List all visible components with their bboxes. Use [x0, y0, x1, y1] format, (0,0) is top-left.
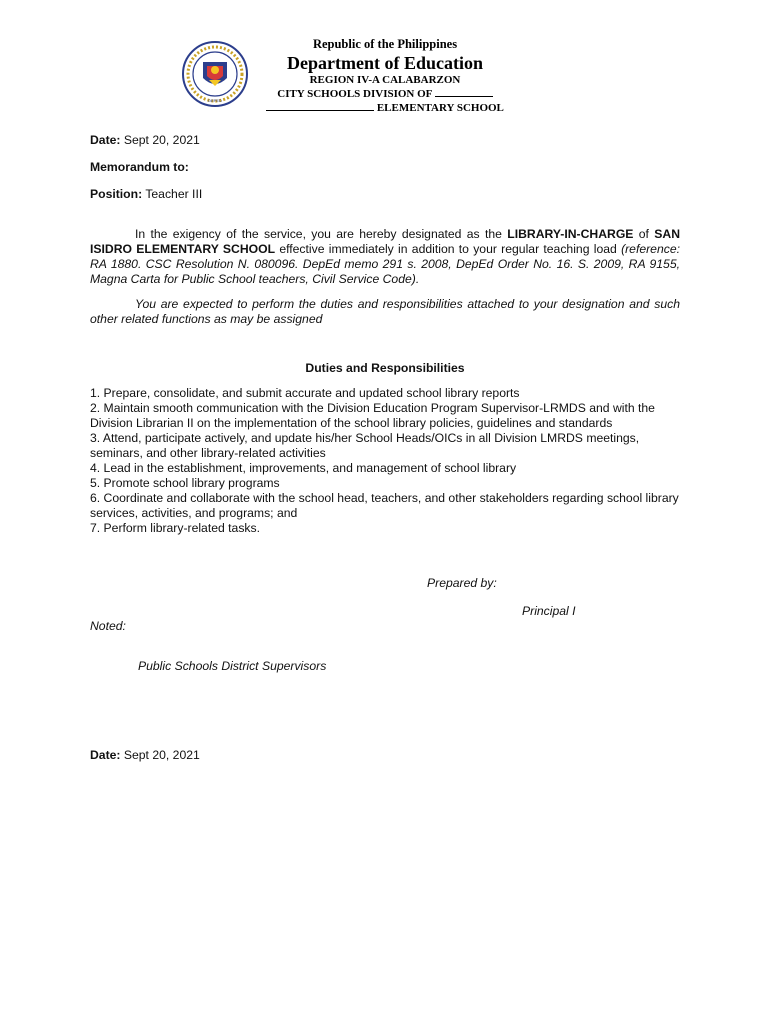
duty-item: 1. Prepare, consolidate, and submit accurate and updated school library reports	[90, 386, 520, 400]
school-blank	[266, 100, 374, 111]
position-row	[90, 187, 202, 202]
position-value: Teacher III	[145, 187, 203, 201]
date2-label: Date:	[90, 748, 121, 762]
republic-line: Republic of the Philippines	[312, 37, 458, 51]
duty-item: 4. Lead in the establishment, improvements, and management of school library	[90, 461, 517, 475]
designation-paragraph	[90, 227, 680, 287]
school-line	[240, 100, 530, 114]
duties-list	[90, 386, 680, 536]
supervisors-title: Public Schools District Supervisors	[138, 659, 327, 673]
duties-title	[90, 361, 680, 376]
para1-text-c: of	[633, 227, 655, 241]
division-line	[240, 86, 530, 100]
deped-seal-icon	[181, 40, 249, 108]
para1-text-a: In the exigency of the service, you are hereby designated as the	[135, 227, 508, 241]
letterhead	[0, 36, 768, 114]
letterhead-text	[240, 36, 530, 114]
date-value: Sept 20, 2021	[123, 133, 200, 147]
principal-title: Principal I	[522, 604, 576, 618]
duty-item: 6. Coordinate and collaborate with the school head, teachers, and other stakeholders regarding school library services, activities, and programs; and	[90, 491, 679, 520]
para1-text-e: effective immediately in addition to your regular teaching load	[275, 242, 622, 256]
prepared-by-label: Prepared by:	[427, 576, 497, 590]
division-label: CITY SCHOOLS DIVISION OF	[277, 88, 432, 100]
duty-item: 5. Promote school library programs	[90, 476, 280, 490]
duty-item: 7. Perform library-related tasks.	[90, 521, 261, 535]
duties-title-text: Duties and Responsibilities	[305, 361, 465, 375]
date-label: Date:	[90, 133, 121, 147]
duties-intro-paragraph: You are expected to perform the duties and responsibilities attached to your designation and such other related functions as may be assigned	[90, 297, 680, 326]
duty-item: 2. Maintain smooth communication with the Division Education Program Supervisor-LRMDS and with the Division Librarian II on the implementation of the school library policies, guidelines and standards	[90, 401, 655, 430]
noted-label: Noted:	[90, 619, 126, 633]
para1-school: SAN ISIDRO ELEMENTARY SCHOOL	[90, 227, 680, 256]
para1-reference: (reference: RA 1880. CSC Resolution N. 080096. DepEd memo 291 s. 2008, DepEd Order No. 16. S. 2009, RA 9155, Magna Carta for Public School teachers, Civil Service Code).	[90, 242, 680, 286]
duty-item: 3. Attend, participate actively, and update his/her School Heads/OICs in all Division LMRDS meetings, seminars, and other library-related activities	[90, 431, 640, 460]
date2-row	[90, 748, 200, 763]
department-title: Department of Education	[287, 53, 483, 73]
date-row	[90, 133, 200, 148]
memorandum-label: Memorandum to:	[90, 160, 189, 174]
division-blank	[435, 86, 493, 97]
school-label: ELEMENTARY SCHOOL	[376, 102, 504, 114]
region-line: REGION IV-A CALABARZON	[309, 74, 461, 86]
para1-role: LIBRARY-IN-CHARGE	[507, 227, 634, 241]
memorandum-row	[90, 160, 189, 175]
position-label: Position:	[90, 187, 143, 201]
svg-text:DEPED: DEPED	[208, 98, 222, 103]
date2-value: Sept 20, 2021	[123, 748, 200, 762]
